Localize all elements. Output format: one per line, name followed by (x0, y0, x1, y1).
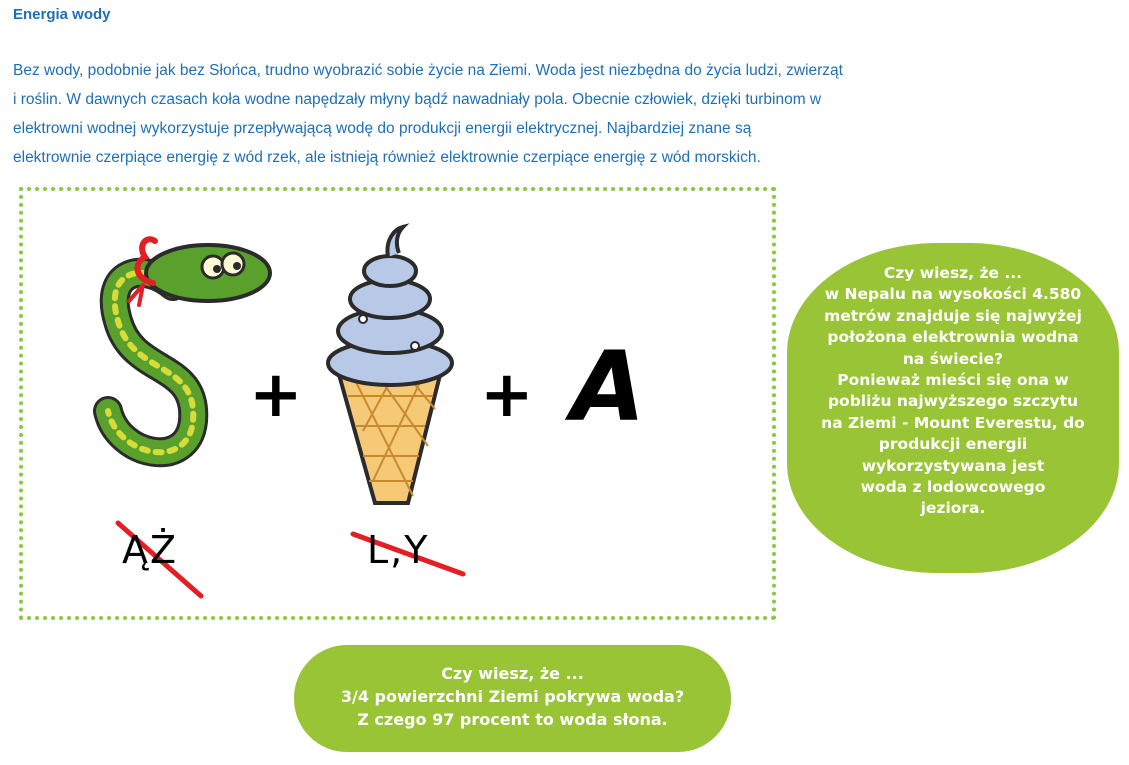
fact-line: Czy wiesz, że ... (883, 264, 1023, 282)
snake-image (108, 239, 270, 452)
fact-line: Z czego 97 procent to woda słona. (357, 710, 668, 729)
crossed-letters-1: ĄŻ (122, 528, 179, 572)
fact-line: 3/4 powierzchni Ziemi pokrywa woda? (340, 687, 685, 706)
intro-line: Bez wody, podobnie jak bez Słońca, trudno wyobrazić sobie życie na Ziemi. Woda jest niezbędna do życia ludzi, zwierząt (13, 62, 843, 79)
rebus-letter: A (571, 331, 646, 443)
fact-line: jeziora. (920, 499, 986, 518)
fact-line: Czy wiesz, że ... (441, 664, 584, 683)
fact-line: na Ziemi - Mount Everestu, do (821, 413, 1085, 432)
fact-line: w Nepalu na wysokości 4.580 (824, 285, 1082, 304)
intro-line: i roślin. W dawnych czasach koła wodne napędzały młyny bądź nawadniały pola. Obecnie człowiek, dzięki turbinom w (13, 91, 822, 108)
intro-line: elektrownie czerpiące energię z wód rzek, ale istnieją również elektrownie czerpiące energię z wód morskich. (13, 149, 761, 166)
fact-line: metrów znajduje się najwyżej (824, 306, 1082, 325)
fact-line: położona elektrownia wodna (827, 328, 1079, 347)
intro-paragraph (13, 56, 1108, 172)
plus-sign-1: + (249, 358, 303, 432)
fact-bubble-earth-water (294, 645, 731, 752)
fact-line: wykorzystywana jest (861, 456, 1045, 475)
fact-line: na świecie? (902, 349, 1004, 368)
fact-line: woda z lodowcowego (860, 478, 1046, 497)
fact-line: produkcji energii (878, 435, 1028, 454)
ice-cream-image (328, 227, 452, 503)
crossed-letters-2: L,Y (367, 528, 430, 572)
page-title: Energia wody (13, 6, 111, 23)
fact-line: pobliżu najwyższego szczytu (827, 392, 1079, 411)
plus-sign-2: + (480, 358, 534, 432)
rebus-puzzle-frame (19, 187, 776, 620)
fact-bubble-nepal (787, 243, 1119, 573)
intro-line: elektrowni wodnej wykorzystuje przepływającą wodę do produkcji energii elektrycznej. Najbardziej znane są (13, 120, 752, 137)
fact-line: Ponieważ mieści się ona w (837, 371, 1069, 390)
